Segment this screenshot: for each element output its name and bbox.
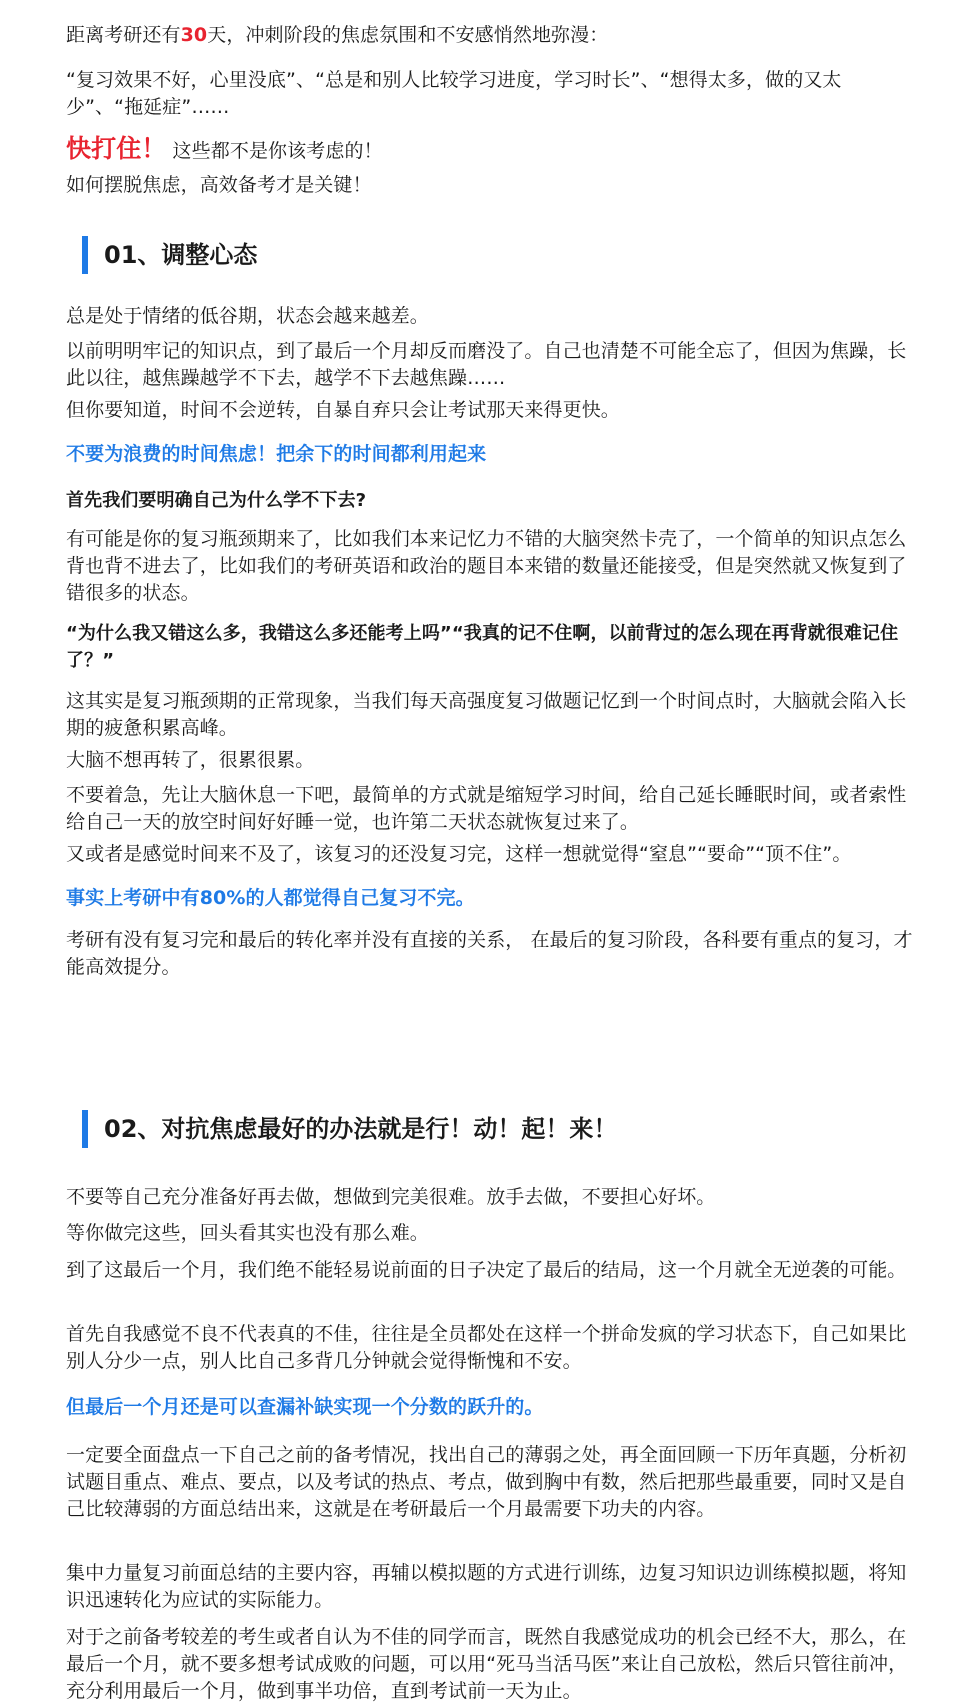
s1-highlight-1: 不要为浪费的时间焦虑！把余下的时间都利用起来 (66, 443, 487, 465)
s1-paragraph-6: 大脑不想再转了，很累很累。 (66, 749, 315, 771)
intro-key: 如何摆脱焦虑，高效备考才是关键！ (66, 174, 372, 196)
s2-paragraph-3: 到了这最后一个月，我们绝不能轻易说前面的日子决定了最后的结局，这一个月就全无逆袭的可能。 (66, 1259, 907, 1281)
s1-paragraph-7: 不要着急，先让大脑休息一下吧，最简单的方式就是缩短学习时间，给自己延长睡眠时间，或者索性给自己一天的放空时间好好睡一觉，也许第二天状态就恢复过来了。 (66, 784, 907, 833)
s1-quote: “为什么我又错这么多，我错这么多还能考上吗”“我真的记不住啊，以前背过的怎么现在再背就很难记住了？” (66, 623, 899, 671)
s1-paragraph-5: 这其实是复习瓶颈期的正常现象，当我们每天高强度复习做题记忆到一个时间点时，大脑就会陷入长期的疲惫积累高峰。 (66, 690, 907, 739)
s1-paragraph-2: 以前明明牢记的知识点，到了最后一个月却反而磨没了。自己也清楚不可能全忘了，但因为焦躁，长此以往，越焦躁越学不下去，越学不下去越焦躁…… (66, 340, 907, 389)
s2-highlight: 但最后一个月还是可以查漏补缺实现一个分数的跃升的。 (66, 1396, 544, 1418)
s2-paragraph-4: 首先自我感觉不良不代表真的不佳，往往是全员都处在这样一个拼命发疯的学习状态下，自己如果比别人分少一点，别人比自己多背几分钟就会觉得惭愧和不安。 (66, 1323, 907, 1372)
intro-countdown-text-b: 天，冲刺阶段的焦虑氛围和不安感悄然地弥漫： (207, 24, 609, 46)
s2-paragraph-5: 一定要全面盘点一下自己之前的备考情况，找出自己的薄弱之处，再全面回顾一下历年真题，分析初试题目重点、难点、要点，以及考试的热点、考点，做到胸中有数，然后把那些最重要，同时又是自己比较薄弱的方面总结出来，这就是在考研最后一个月最需要下功夫的内容。 (66, 1444, 907, 1520)
s1-paragraph-8: 又或者是感觉时间来不及了，该复习的还没复习完，这样一想就觉得“窒息”“要命”“顶不住”。 (66, 843, 852, 865)
s1-highlight-2: 事实上考研中有80%的人都觉得自己复习不完。 (66, 887, 475, 909)
s2-paragraph-6: 集中力量复习前面总结的主要内容，再辅以模拟题的方式进行训练，边复习知识边训练模拟题，将知识迅速转化为应试的实际能力。 (66, 1562, 907, 1611)
days-count: 30 (180, 24, 208, 46)
s1-paragraph-4: 有可能是你的复习瓶颈期来了，比如我们本来记忆力不错的大脑突然卡壳了，一个简单的知识点怎么背也背不进去了，比如我们的考研英语和政治的题目本来错的数量还能接受，但是突然就又恢复到了错很多的状态。 (66, 528, 907, 604)
section-heading-02: 02、对抗焦虑最好的办法就是行！动！起！来！ (82, 1110, 617, 1148)
intro-worries: “复习效果不好，心里没底”、“总是和别人比较学习进度，学习时长”、“想得太多，做的又太少”、“拖延症”…… (66, 69, 842, 118)
s1-question: 首先我们要明确自己为什么学不下去? (66, 490, 367, 511)
stop-callout: 快打住！ (66, 134, 167, 163)
s2-paragraph-1: 不要等自己充分准备好再去做，想做到完美很难。放手去做，不要担心好坏。 (66, 1186, 716, 1208)
s2-paragraph-7: 对于之前备考较差的考生或者自认为不佳的同学而言，既然自我感觉成功的机会已经不大，那么，在最后一个月，就不要多想考试成败的问题，可以用“死马当活马医”来让自己放松，然后只管往前冲，充分利用最后一个月，做到事半功倍，直到考试前一天为止。 (66, 1626, 908, 1702)
intro-stop (66, 131, 916, 169)
section-heading-01: 01、调整心态 (82, 236, 257, 274)
s2-paragraph-2: 等你做完这些，回头看其实也没有那么难。 (66, 1222, 429, 1244)
s1-paragraph-1: 总是处于情绪的低谷期，状态会越来越差。 (66, 305, 429, 327)
s1-paragraph-3: 但你要知道，时间不会逆转，自暴自弃只会让考试那天来得更快。 (66, 399, 620, 421)
stop-callout-rest: 这些都不是你该考虑的！ (172, 140, 383, 162)
s1-paragraph-9: 考研有没有复习完和最后的转化率并没有直接的关系， 在最后的复习阶段，各科要有重点的复习，才能高效提分。 (66, 929, 913, 978)
intro-countdown-text-a: 距离考研还有 (66, 24, 181, 46)
intro-countdown (66, 22, 916, 49)
